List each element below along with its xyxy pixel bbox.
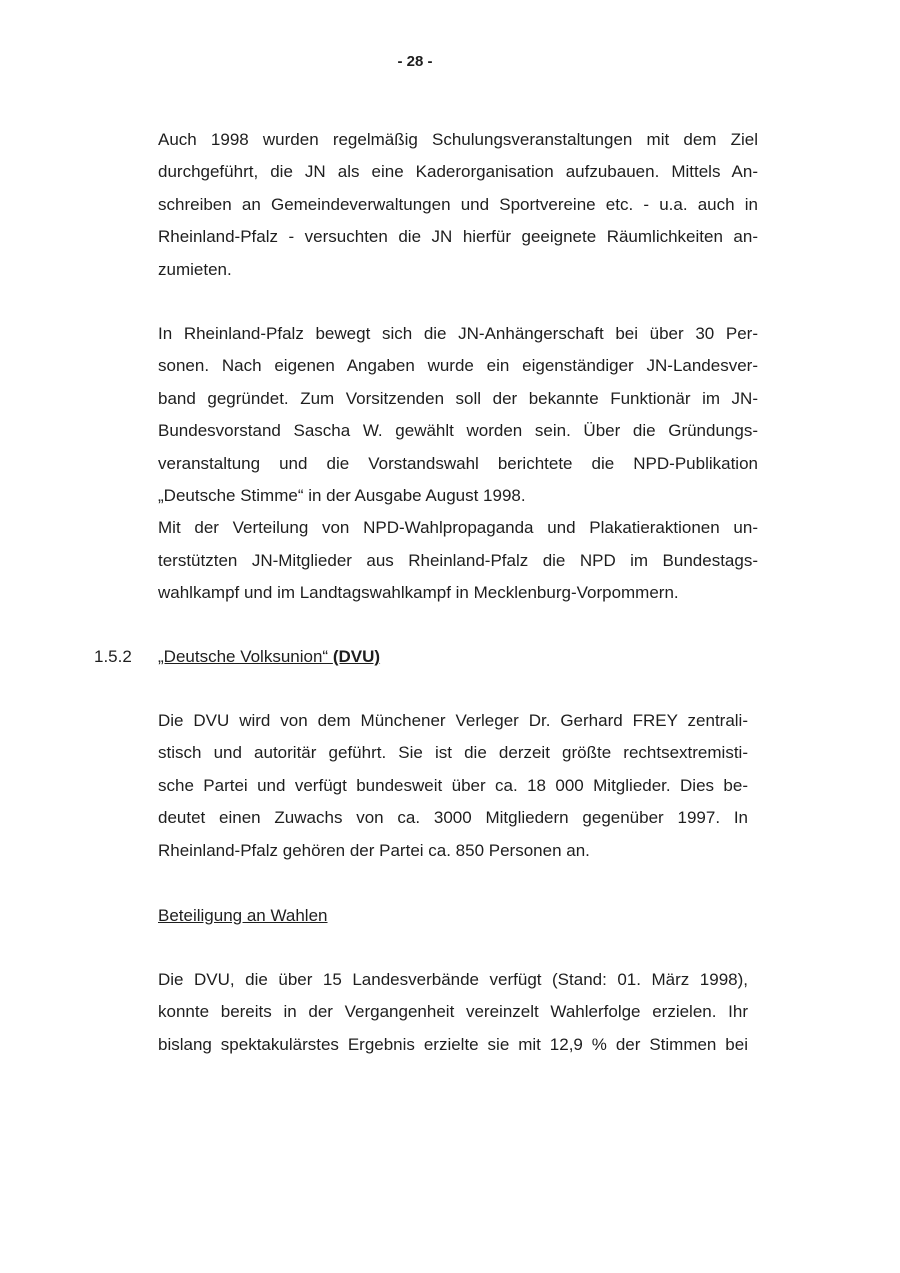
paragraph-dvu-elections (158, 964, 748, 1061)
text-line: deutet einen Zuwachs von ca. 3000 Mitgliedern gegenüber 1997. In (158, 808, 748, 828)
section-number: 1.5.2 (94, 647, 132, 666)
text-line: stisch und autoritär geführt. Sie ist die derzeit größte rechtsextremisti- (158, 743, 748, 763)
text-line: Die DVU, die über 15 Landesverbände verfügt (Stand: 01. März 1998), (158, 970, 748, 989)
section-title: „Deutsche Volksunion“ (158, 647, 333, 666)
text-line: Rheinland-Pfalz - versuchten die JN hierfür geeignete Räumlichkeiten an- (158, 227, 758, 247)
paragraph-dvu-overview (158, 705, 748, 867)
text-line: schreiben an Gemeindeverwaltungen und Sportvereine etc. - u.a. auch in (158, 194, 758, 214)
text-line: durchgeführt, die JN als eine Kaderorganisation aufzubauen. Mittels An- (158, 162, 758, 182)
text-line: sche Partei und verfügt bundesweit über ca. 18 000 Mitglieder. Dies be- (158, 775, 748, 795)
page-number: - 28 - (397, 53, 433, 70)
text-line: Rheinland-Pfalz gehören der Partei ca. 850 Personen an. (158, 840, 590, 860)
text-line: Mit der Verteilung von NPD-Wahlpropaganda und Plakatieraktionen un- (158, 518, 758, 538)
paragraph-jn-training (158, 124, 758, 286)
section-heading (94, 641, 380, 673)
text-line: zumieten. (158, 259, 232, 279)
subheading: Beteiligung an Wahlen (158, 906, 328, 925)
section-abbr: (DVU) (332, 647, 381, 666)
text-line: sonen. Nach eigenen Angaben wurde ein eigenständiger JN-Landesver- (158, 356, 758, 376)
text-line: In Rheinland-Pfalz bewegt sich die JN-Anhängerschaft bei über 30 Per- (158, 324, 758, 343)
text-line: „Deutsche Stimme“ in der Ausgabe August 1998. (158, 485, 526, 505)
text-line: bislang spektakulärstes Ergebnis erzielte sie mit 12,9 % der Stimmen bei (158, 1034, 748, 1054)
text-line: terstützten JN-Mitglieder aus Rheinland-Pfalz die NPD im Bundestags- (158, 550, 758, 570)
text-line: band gegründet. Zum Vorsitzenden soll der bekannte Funktionär im JN- (158, 388, 758, 408)
text-line: veranstaltung und die Vorstandswahl berichtete die NPD-Publikation (158, 453, 758, 473)
text-line: Bundesvorstand Sascha W. gewählt worden sein. Über die Gründungs- (158, 421, 758, 441)
text-line: wahlkampf und im Landtagswahlkampf in Mecklenburg-Vorpommern. (158, 583, 679, 603)
text-line: Auch 1998 wurden regelmäßig Schulungsveranstaltungen mit dem Ziel (158, 130, 758, 149)
text-line: Die DVU wird von dem Münchener Verleger Dr. Gerhard FREY zentrali- (158, 711, 748, 730)
paragraph-jn-rheinland-pfalz (158, 318, 758, 610)
text-line: konnte bereits in der Vergangenheit vereinzelt Wahlerfolge erzielen. Ihr (158, 1002, 748, 1022)
